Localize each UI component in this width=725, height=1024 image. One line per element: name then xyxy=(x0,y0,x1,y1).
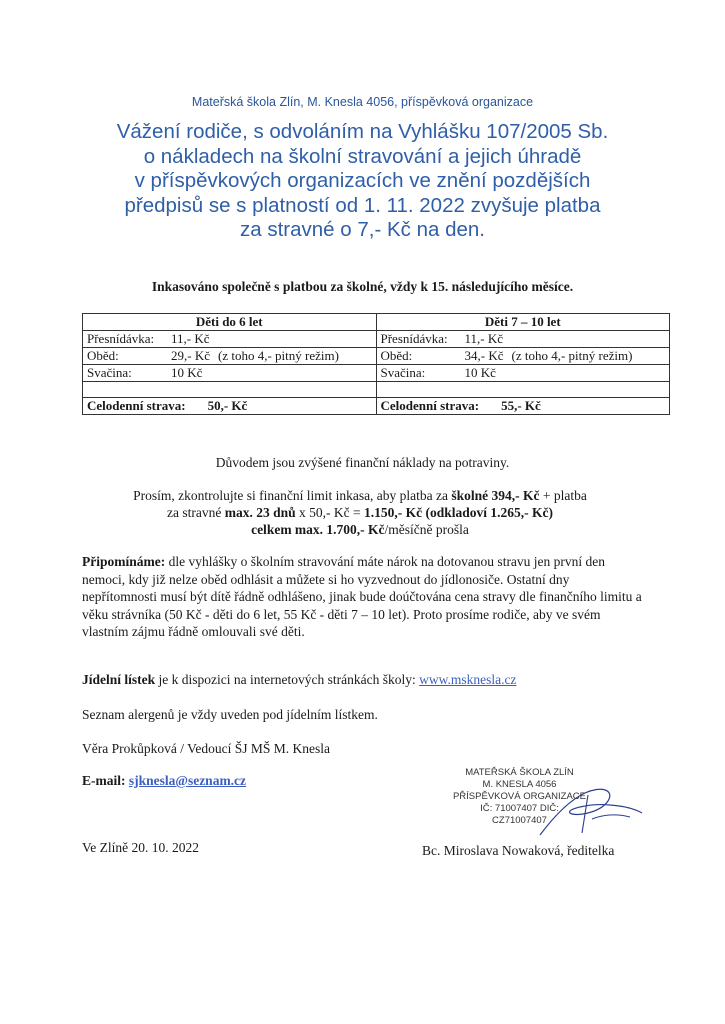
organization-header: Mateřská škola Zlín, M. Knesla 4056, příspěvková organizace xyxy=(191,95,534,109)
total-limit: celkem max. 1.700,- Kč xyxy=(251,522,385,537)
director-signature-line: Bc. Miroslava Nowaková, ředitelka xyxy=(422,843,615,858)
meal-cell xyxy=(83,348,377,365)
meal-label: Svačina: xyxy=(87,365,132,380)
heading-line: v příspěvkových organizacích ve znění pozdějších xyxy=(134,169,591,192)
total-cell xyxy=(83,398,377,415)
tuition-amount: školné 394,- Kč xyxy=(451,488,540,503)
meal-price: 34,- Kč xyxy=(464,348,504,363)
canteen-manager: Věra Prokůpková / Vedoucí ŠJ MŠ M. Knesla xyxy=(82,741,330,756)
text: + platba xyxy=(539,488,587,503)
signature-mark xyxy=(530,775,645,845)
total-value: 50,- Kč xyxy=(207,398,248,413)
menu-text: je k dispozici na internetových stránkách školy: xyxy=(155,672,420,687)
meal-cell xyxy=(83,365,377,382)
meal-price: 29,- Kč xyxy=(171,348,210,363)
max-days: max. 23 dnů xyxy=(224,505,296,520)
meal-label: Přesnídávka: xyxy=(380,331,448,346)
stamp-line: MATEŘSKÁ ŠKOLA ZLÍN xyxy=(465,767,574,778)
limit-check-line xyxy=(60,504,660,521)
reminder-text: dle vyhlášky o školním stravování máte nárok na dotovanou stravu jen první den nemoci, kdy již nelze oběd odhlásit a můžete si ho vyzvednout do jídlonosiče. Ostatní dny nepřítomnosti musí být dítě řádně odhlášeno, jinak bude doúčtována cena stravy dle finančního limitu a věku strávníka (50 Kč - děti do 6 let, 55 Kč - děti 7 – 10 let). Proto prosíme rodiče, aby ve svém vlastním zájmu řádně omlouvali své děti. xyxy=(82,554,642,640)
text: za stravné xyxy=(167,505,225,520)
table-spacer-row xyxy=(83,382,670,398)
limit-check-paragraph xyxy=(60,487,660,538)
allergens-note: Seznam alergenů je vždy uveden pod jídelním lístkem. xyxy=(82,707,378,722)
stamp-line: M. KNESLA 4056 xyxy=(482,779,557,790)
stamp-line: PŘÍSPĚVKOVÁ ORGANIZACE xyxy=(452,791,587,802)
meal-cell xyxy=(83,331,377,348)
menu-label: Jídelní lístek xyxy=(82,672,156,687)
table-row xyxy=(83,331,670,348)
reminder-label: Připomínáme: xyxy=(82,554,166,569)
group-title-7-10: Děti 7 – 10 let xyxy=(376,314,670,331)
reason-text: Důvodem jsou zvýšené finanční náklady na potraviny. xyxy=(215,455,510,470)
text: Prosím, zkontrolujte si finanční limit inkasa, aby platba za xyxy=(133,488,452,503)
stamp-line: IČ: 71007407 DIČ: CZ71007407 xyxy=(480,803,559,826)
price-table xyxy=(82,313,670,415)
heading-line: o nákladech na školní stravování a jejich úhradě xyxy=(143,144,582,168)
announcement-heading xyxy=(60,120,665,243)
heading-line: Vážení rodiče, s odvoláním na Vyhlášku 107/2005 Sb. xyxy=(116,120,609,143)
collection-note: Inkasováno společně s platbou za školné, vždy k 15. následujícího měsíce. xyxy=(151,279,574,294)
email-link[interactable]: sjknesla@seznam.cz xyxy=(128,773,247,788)
empty-cell xyxy=(83,382,377,398)
meal-cell xyxy=(376,365,670,382)
table-header-row xyxy=(83,314,670,331)
total-value: 55,- Kč xyxy=(501,398,541,413)
table-total-row xyxy=(83,398,670,415)
meal-price: 11,- Kč xyxy=(464,331,504,346)
heading-line: předpisů se s platností od 1. 11. 2022 zvyšuje platba xyxy=(124,193,601,217)
total-label: Celodenní strava: xyxy=(380,398,480,413)
meal-cell xyxy=(376,331,670,348)
meal-label: Přesnídávka: xyxy=(87,331,155,346)
document-date: Ve Zlíně 20. 10. 2022 xyxy=(82,840,199,855)
email-label: E-mail: xyxy=(82,773,126,788)
limit-check-line xyxy=(60,521,660,538)
meal-label: Oběd: xyxy=(380,348,413,363)
meal-price: 11,- Kč xyxy=(171,331,210,346)
text: /měsíčně prošla xyxy=(384,522,469,537)
meal-note: (z toho 4,- pitný režim) xyxy=(218,348,339,363)
meal-note: (z toho 4,- pitný režim) xyxy=(511,348,633,363)
table-row xyxy=(83,365,670,382)
group-title-under-6: Děti do 6 let xyxy=(83,314,377,331)
email-line xyxy=(82,773,246,789)
meal-price: 10 Kč xyxy=(464,365,496,380)
meal-cell xyxy=(376,348,670,365)
menu-info xyxy=(82,672,516,688)
table-row xyxy=(83,348,670,365)
total-cell xyxy=(376,398,670,415)
school-website-link[interactable]: www.msknesla.cz xyxy=(419,672,517,687)
meal-label: Svačina: xyxy=(380,365,426,380)
text: x 50,- Kč = xyxy=(295,505,364,520)
meal-amount: 1.150,- Kč (odkladoví 1.265,- Kč) xyxy=(363,505,553,520)
total-label: Celodenní strava: xyxy=(87,398,186,413)
limit-check-line xyxy=(60,487,660,504)
reminder-paragraph xyxy=(82,553,642,641)
meal-price: 10 Kč xyxy=(171,365,203,380)
heading-line: za stravné o 7,- Kč na den. xyxy=(240,218,485,241)
meal-label: Oběd: xyxy=(87,348,119,363)
empty-cell xyxy=(376,382,670,398)
